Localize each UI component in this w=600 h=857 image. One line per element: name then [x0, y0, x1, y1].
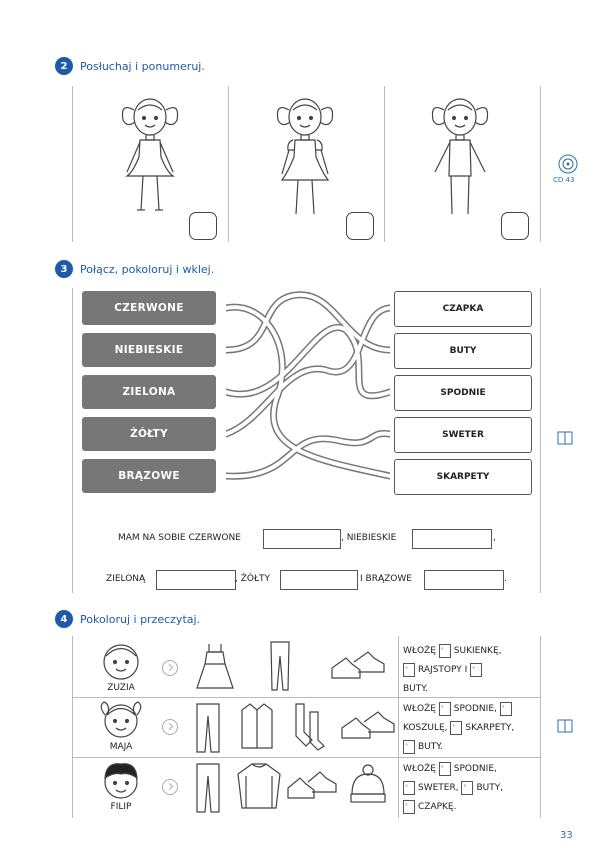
socks-drawing	[292, 702, 326, 752]
divider	[72, 288, 73, 593]
filip-line-4: BUTY,	[476, 783, 504, 793]
tangled-lines	[226, 290, 390, 490]
color-label-blue: NIEBIESKIE	[82, 333, 216, 367]
checkbox[interactable]	[439, 702, 451, 716]
filip-text	[403, 760, 503, 817]
checkbox[interactable]	[439, 762, 451, 776]
maja-line-3: KOSZULĘ,	[403, 723, 448, 733]
sticker-book-icon	[557, 719, 573, 733]
checkbox[interactable]	[450, 721, 462, 735]
sticker-blank-3[interactable]	[156, 570, 236, 590]
arrow-icon	[162, 779, 178, 795]
checkbox[interactable]	[403, 740, 415, 754]
checkbox[interactable]	[403, 781, 415, 795]
sticker-book-icon	[557, 431, 573, 445]
name-zuzia: ZUZIA	[107, 683, 135, 693]
shoes-drawing	[330, 648, 386, 684]
filip-line-1: WŁOŻĘ	[403, 764, 436, 774]
checkbox[interactable]	[403, 663, 415, 677]
item-label-socks: SKARPETY	[394, 459, 532, 495]
row-divider	[72, 757, 540, 758]
sticker-blank-4[interactable]	[280, 570, 358, 590]
divider	[540, 288, 541, 593]
color-label-brown: BRĄZOWE	[82, 459, 216, 493]
maja-face	[98, 700, 144, 740]
color-label-red: CZERWONE	[82, 291, 216, 325]
divider	[72, 636, 73, 818]
checkbox[interactable]	[500, 702, 512, 716]
name-filip: FILIP	[110, 802, 132, 812]
color-label-green: ZIELONA	[82, 375, 216, 409]
sentence-1-mid: , NIEBIESKIE	[341, 533, 397, 543]
task-2-title: Posłuchaj i ponumeruj.	[80, 60, 205, 73]
sentence-2-mid: , ŻÓŁTY	[235, 574, 271, 584]
sticker-blank-5[interactable]	[424, 570, 504, 590]
sneakers-drawing	[340, 708, 396, 744]
divider	[228, 86, 229, 242]
sentence-2-mid2: I BRĄZOWE	[360, 574, 412, 584]
zuzia-line-1: WŁOŻĘ	[403, 646, 436, 656]
item-label-sweater: SWETER	[394, 417, 532, 453]
divider	[540, 636, 541, 818]
maja-line-2: SPODNIE,	[453, 704, 497, 714]
zuzia-line-3: RAJSTOPY I	[418, 665, 468, 675]
zuzia-line-4: BUTY.	[403, 684, 428, 694]
zuzia-line-2: SUKIENKĘ,	[453, 646, 502, 656]
divider	[384, 86, 385, 242]
maja-text	[403, 700, 515, 757]
maja-line-1: WŁOŻĘ	[403, 704, 436, 714]
girl-drawing-2	[260, 92, 350, 232]
answer-box-3[interactable]	[501, 212, 529, 240]
beanie-drawing	[348, 764, 388, 806]
item-label-shoes: BUTY	[394, 333, 532, 369]
maja-line-5: BUTY.	[418, 742, 443, 752]
checkbox[interactable]	[439, 644, 451, 658]
task-3-title: Połącz, pokoloruj i wklej.	[80, 263, 215, 276]
checkbox[interactable]	[403, 800, 415, 814]
name-maja: MAJA	[109, 742, 133, 752]
dress-drawing	[195, 642, 235, 692]
checkbox[interactable]	[470, 663, 482, 677]
sticker-blank-2[interactable]	[412, 529, 492, 549]
item-label-hat: CZAPKA	[394, 291, 532, 327]
filip-line-3: SWETER,	[418, 783, 459, 793]
item-label-trousers: SPODNIE	[394, 375, 532, 411]
color-label-yellow: ŻÓŁTY	[82, 417, 216, 451]
girl-drawing-1	[105, 92, 195, 232]
sentence-1-end: ,	[493, 533, 496, 543]
answer-box-2[interactable]	[346, 212, 374, 240]
page-number: 33	[560, 830, 573, 841]
checkbox[interactable]	[461, 781, 473, 795]
zuzia-text	[403, 642, 502, 699]
cd-label: CD 43	[553, 176, 575, 184]
tights-drawing	[268, 640, 292, 692]
arrow-icon	[162, 660, 178, 676]
zuzia-face	[98, 641, 144, 681]
answer-box-1[interactable]	[189, 212, 217, 240]
trousers-drawing	[194, 702, 222, 754]
filip-line-5: CZAPKĘ.	[418, 802, 457, 812]
task-4-number: 4	[55, 610, 73, 628]
divider	[540, 86, 541, 242]
sentence-2-start: ZIELONĄ	[106, 574, 146, 584]
task-3-number: 3	[55, 260, 73, 278]
maja-line-4: SKARPETY,	[465, 723, 515, 733]
sticker-blank-1[interactable]	[263, 529, 341, 549]
shirt-drawing	[238, 702, 276, 752]
girl-drawing-3	[415, 92, 505, 232]
sentence-1-start: MAM NA SOBIE CZERWONE	[118, 533, 241, 543]
filip-face	[98, 760, 144, 800]
cd-icon	[557, 153, 579, 175]
arrow-icon	[162, 719, 178, 735]
task-4-title: Pokoloruj i przeczytaj.	[80, 613, 201, 626]
sweater-drawing	[236, 762, 282, 812]
divider	[72, 86, 73, 242]
sentence-2-end: .	[504, 574, 507, 584]
boots-drawing	[286, 768, 338, 804]
divider	[398, 636, 399, 818]
filip-line-2: SPODNIE,	[453, 764, 497, 774]
jeans-drawing	[194, 762, 222, 814]
task-2-number: 2	[55, 57, 73, 75]
